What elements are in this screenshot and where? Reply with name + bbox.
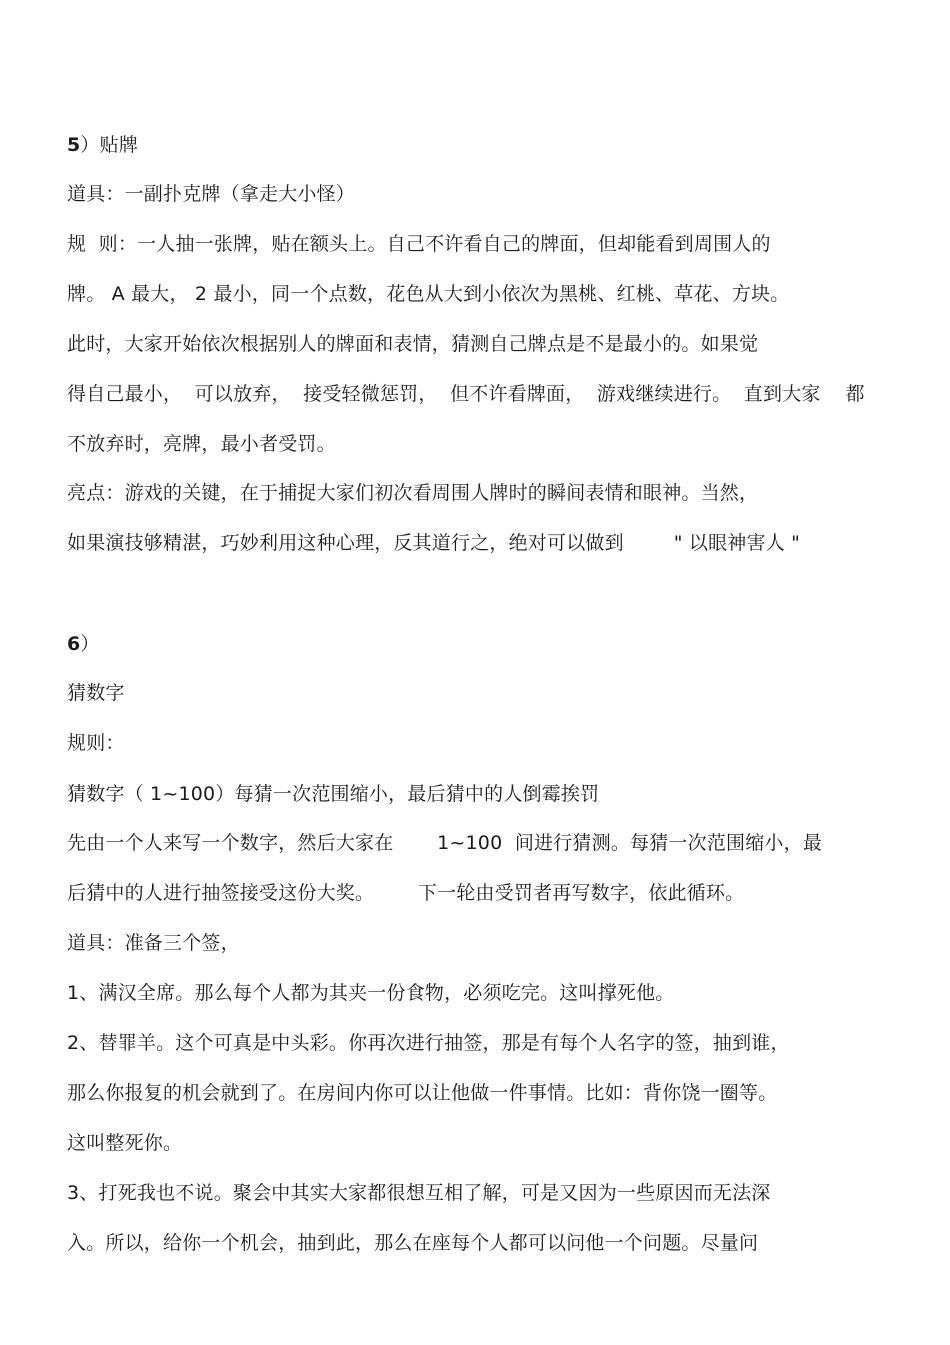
section-5-line: 如果演技够精湛，巧妙利用这种心理，反其道行之，绝对可以做到 " 以眼神害人 " xyxy=(67,532,801,554)
section-6-title: ） xyxy=(80,633,100,655)
section-6-line: 先由一个人来写一个数字，然后大家在 1~100 间进行猜测。每猜一次范围缩小，最 xyxy=(67,832,823,854)
section-5-line: 亮点：游戏的关键，在于捕捉大家们初次看周围人牌时的瞬间表情和眼神。当然， xyxy=(67,482,759,504)
section-5-line: 牌。 A 最大， 2 最小，同一个点数，花色从大到小依次为黑桃、红桃、草花、方块。 xyxy=(67,283,790,305)
section-5-line: 规 则：一人抽一张牌，贴在额头上。自己不许看自己的牌面，但却能看到周围人的 xyxy=(67,233,771,255)
section-5-line: 道具：一副扑克牌（拿走大小怪） xyxy=(67,183,356,205)
section-5-title: ）贴牌 xyxy=(80,134,139,156)
section-6-line: 后猜中的人进行抽签接受这份大奖。 下一轮由受罚者再写数字，依此循环。 xyxy=(67,882,745,904)
section-6-line: 那么你报复的机会就到了。在房间内你可以让他做一件事情。比如：背你饶一圈等。 xyxy=(67,1082,778,1104)
section-5-heading xyxy=(67,133,138,157)
section-6-line: 2、替罪羊。这个可真是中头彩。你再次进行抽签，那是有每个人名字的签，抽到谁， xyxy=(67,1032,790,1054)
section-6-line: 猜数字 xyxy=(67,682,125,704)
section-5-line: 不放弃时，亮牌，最小者受罚。 xyxy=(67,433,336,455)
section-6-line: 3、打死我也不说。聚会中其实大家都很想互相了解，可是又因为一些原因而无法深 xyxy=(67,1182,771,1204)
section-6-line: 入。所以，给你一个机会，抽到此，那么在座每个人都可以问他一个问题。尽量问 xyxy=(67,1232,759,1254)
section-5-line: 得自己最小， 可以放弃， 接受轻微惩罚， 但不许看牌面， 游戏继续进行。 直到大家 都 xyxy=(67,383,865,405)
section-6-line: 1、满汉全席。那么每个人都为其夹一份食物，必须吃完。这叫撑死他。 xyxy=(67,982,675,1004)
section-6-line: 这叫整死你。 xyxy=(67,1132,183,1154)
section-6-line: 道具：准备三个签， xyxy=(67,932,240,954)
section-5-line: 此时，大家开始依次根据别人的牌面和表情，猜测自己牌点是不是最小的。如果觉 xyxy=(67,333,759,355)
section-6-number: 6 xyxy=(67,633,81,655)
section-6-heading xyxy=(67,632,100,656)
section-6-line: 规则： xyxy=(67,732,125,754)
section-5-number: 5 xyxy=(67,134,81,156)
section-6-line: 猜数字（ 1~100）每猜一次范围缩小，最后猜中的人倒霉挨罚 xyxy=(67,783,600,805)
